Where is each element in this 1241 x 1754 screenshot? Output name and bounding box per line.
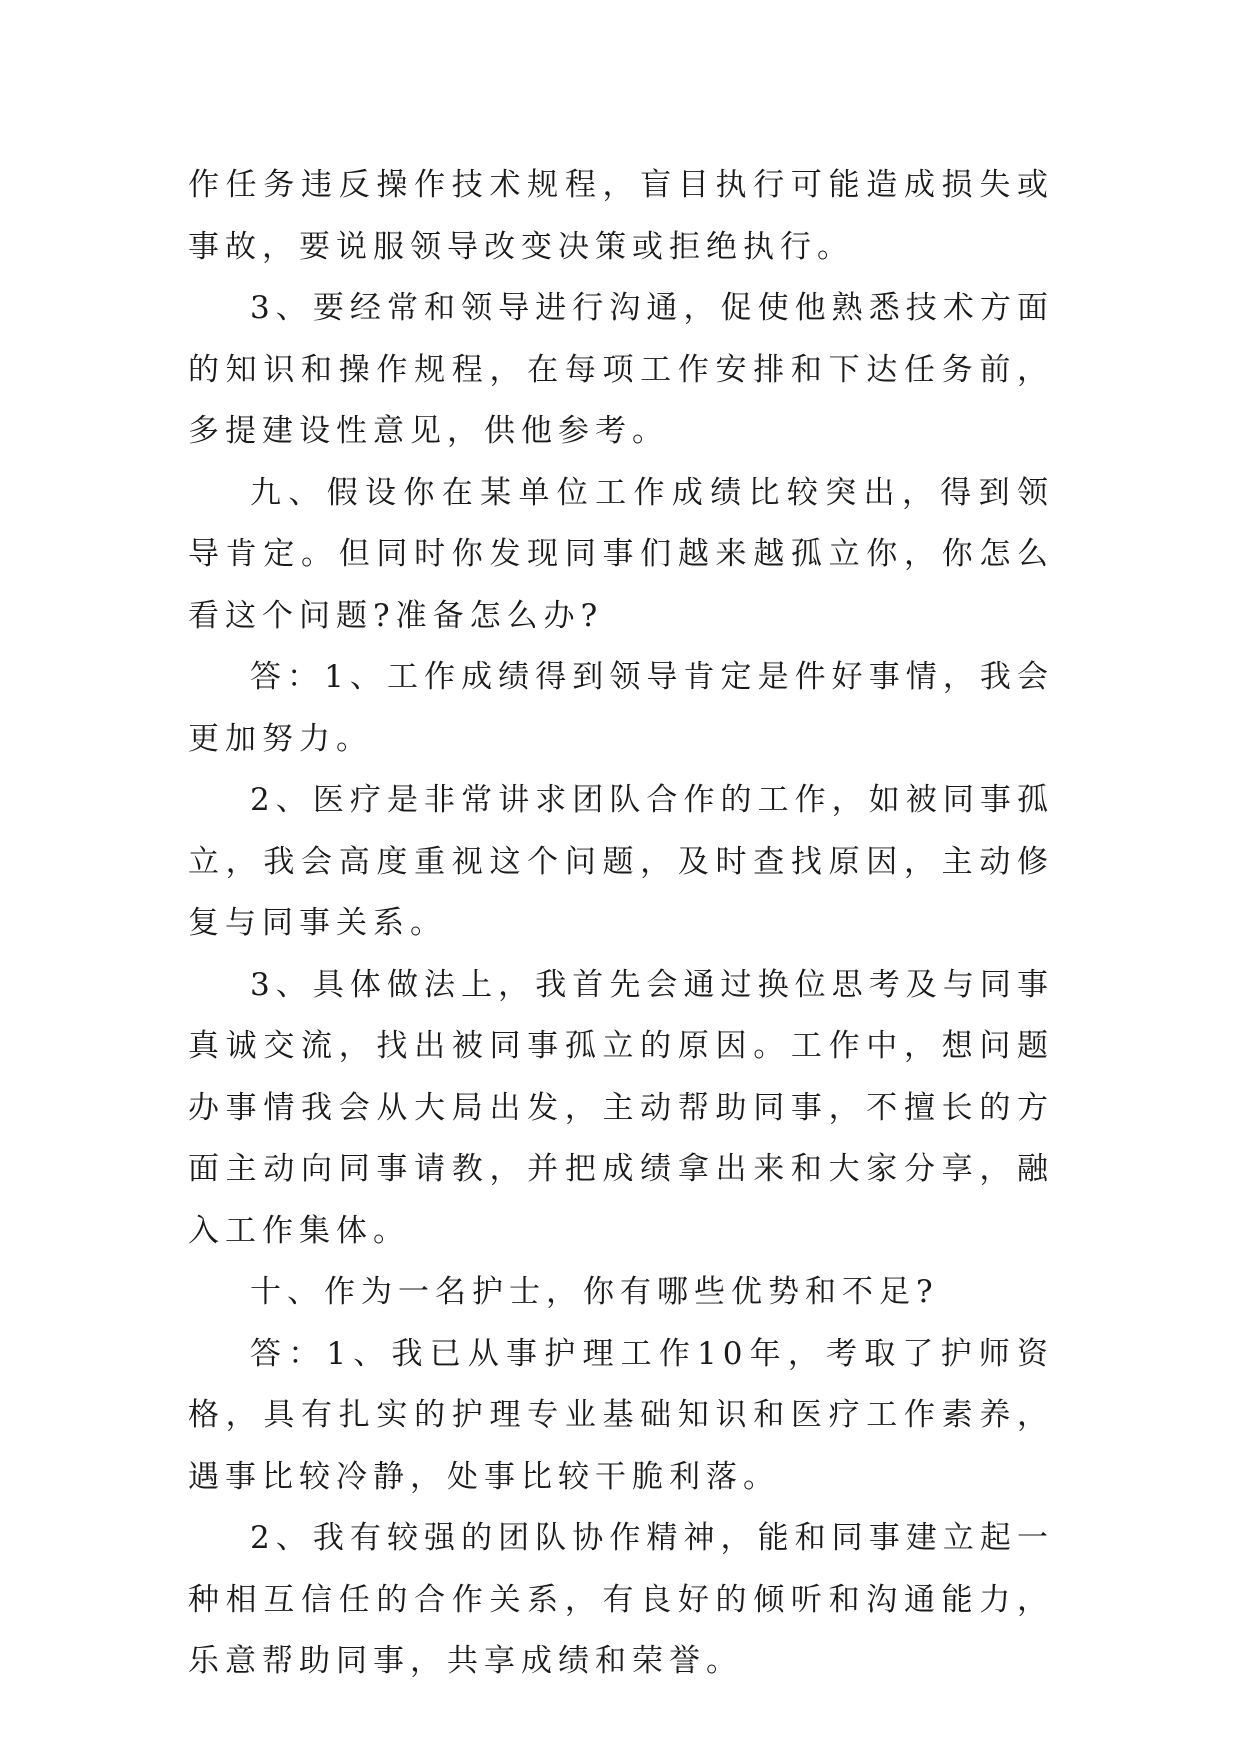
question-9: 九、假设你在某单位工作成绩比较突出，得到领导肯定。但同时你发现同事们越来越孤立你，你怎么看这个问题?准备怎么办?	[188, 474, 1054, 634]
question-10: 十、作为一名护士，你有哪些优势和不足?	[250, 1274, 939, 1310]
answer-9-point-3: 3、具体做法上，我首先会通过换位思考及与同事真诚交流，找出被同事孤立的原因。工作中，想问题办事情我会从大局出发，主动帮助同事，不擅长的方面主动向同事请教，并把成绩拿出来和大家分享，融入工作集体。	[188, 966, 1054, 1249]
paragraph-advice-3: 3、要经常和领导进行沟通，促使他熟悉技术方面的知识和操作规程，在每项工作安排和下达任务前，多提建设性意见，供他参考。	[188, 290, 1054, 449]
answer-10-point-1: 答：1、我已从事护理工作10年，考取了护师资格，具有扎实的护理专业基础知识和医疗工作素养，遇事比较冷静，处事比较干脆利落。	[188, 1335, 1054, 1495]
document-body	[188, 155, 1054, 1693]
answer-9-point-2: 2、医疗是非常讲求团队合作的工作，如被同事孤立，我会高度重视这个问题，及时查找原因，主动修复与同事关系。	[188, 782, 1054, 941]
paragraph-continuation: 作任务违反操作技术规程，盲目执行可能造成损失或事故，要说服领导改变决策或拒绝执行。	[188, 167, 1054, 265]
answer-9-point-1: 答：1、工作成绩得到领导肯定是件好事情，我会更加努力。	[188, 659, 1054, 757]
answer-10-point-2: 2、我有较强的团队协作精神，能和同事建立起一种相互信任的合作关系，有良好的倾听和沟通能力，乐意帮助同事，共享成绩和荣誉。	[188, 1520, 1054, 1679]
